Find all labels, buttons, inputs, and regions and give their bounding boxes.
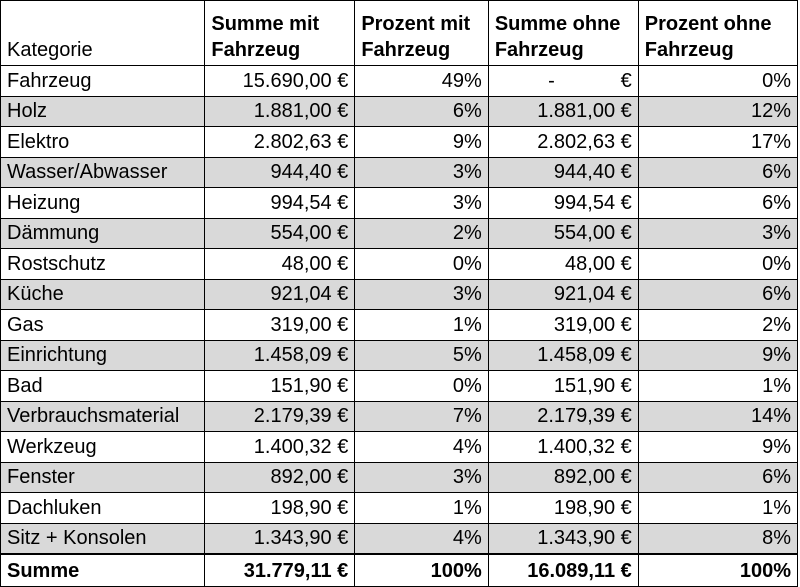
cell-prozent-mit: 3%: [355, 462, 489, 493]
cell-prozent-ohne: 14%: [638, 401, 797, 432]
cell-prozent-ohne: 6%: [638, 279, 797, 310]
table-row: [1, 493, 798, 524]
header-summe-ohne-fahrzeug: [488, 1, 638, 66]
cell-prozent-ohne: 8%: [638, 523, 797, 554]
table-row: [1, 96, 798, 127]
cell-prozent-ohne: 6%: [638, 157, 797, 188]
cell-summe-mit: 319,00 €: [205, 310, 355, 341]
cell-summe-ohne: 892,00 €: [488, 462, 638, 493]
table-row: [1, 66, 798, 97]
header-prozent-mit-fahrzeug-text: Prozent mit Fahrzeug: [361, 13, 471, 61]
cell-summe-ohne-dash: -: [548, 69, 555, 92]
cell-kategorie: Einrichtung: [1, 340, 205, 371]
cell-summe-mit: 1.400,32 €: [205, 432, 355, 463]
cell-prozent-ohne: 1%: [638, 493, 797, 524]
cell-summe-mit: 994,54 €: [205, 188, 355, 219]
cell-summe-ohne: 1.400,32 €: [488, 432, 638, 463]
cell-kategorie: Dämmung: [1, 218, 205, 249]
table-row: [1, 218, 798, 249]
cell-summe-mit: 921,04 €: [205, 279, 355, 310]
cell-prozent-mit: 0%: [355, 249, 489, 280]
cell-kategorie: Bad: [1, 371, 205, 402]
table-body: [1, 66, 798, 555]
cell-summe-ohne: 554,00 €: [488, 218, 638, 249]
header-prozent-mit-fahrzeug: [355, 1, 489, 66]
total-summe-ohne: 16.089,11 €: [488, 554, 638, 587]
table-row: [1, 432, 798, 463]
cell-prozent-mit: 0%: [355, 371, 489, 402]
cell-kategorie: Küche: [1, 279, 205, 310]
table-row: [1, 127, 798, 158]
total-prozent-mit: 100%: [355, 554, 489, 587]
cell-prozent-ohne: 17%: [638, 127, 797, 158]
cell-summe-ohne: 944,40 €: [488, 157, 638, 188]
cell-prozent-mit: 4%: [355, 523, 489, 554]
cell-kategorie: Holz: [1, 96, 205, 127]
cell-summe-ohne: 921,04 €: [488, 279, 638, 310]
cell-summe-mit: 2.179,39 €: [205, 401, 355, 432]
cell-prozent-mit: 7%: [355, 401, 489, 432]
table-row: [1, 340, 798, 371]
header-row: [1, 1, 798, 66]
cell-prozent-ohne: 2%: [638, 310, 797, 341]
cell-prozent-ohne: 9%: [638, 340, 797, 371]
cell-kategorie: Gas: [1, 310, 205, 341]
table-row: [1, 188, 798, 219]
cell-kategorie: Rostschutz: [1, 249, 205, 280]
cell-kategorie: Werkzeug: [1, 432, 205, 463]
total-row: [1, 554, 798, 587]
cell-kategorie: Elektro: [1, 127, 205, 158]
cell-summe-mit: 15.690,00 €: [205, 66, 355, 97]
cell-kategorie: Fenster: [1, 462, 205, 493]
header-summe-mit-fahrzeug: [205, 1, 355, 66]
cell-summe-ohne: 1.881,00 €: [488, 96, 638, 127]
cell-summe-ohne: [488, 66, 638, 97]
table-row: [1, 157, 798, 188]
cell-summe-mit: 198,90 €: [205, 493, 355, 524]
cell-summe-ohne: 1.458,09 €: [488, 340, 638, 371]
cell-summe-mit: 1.881,00 €: [205, 96, 355, 127]
cell-summe-ohne: 2.179,39 €: [488, 401, 638, 432]
table-row: [1, 401, 798, 432]
table-row: [1, 371, 798, 402]
cell-prozent-mit: 1%: [355, 493, 489, 524]
cell-kategorie: Heizung: [1, 188, 205, 219]
cell-summe-ohne: 2.802,63 €: [488, 127, 638, 158]
total-kategorie: Summe: [1, 554, 205, 587]
cell-prozent-mit: 3%: [355, 157, 489, 188]
cell-kategorie: Wasser/Abwasser: [1, 157, 205, 188]
table-row: [1, 279, 798, 310]
table-row: [1, 462, 798, 493]
total-summe-mit: 31.779,11 €: [205, 554, 355, 587]
cell-kategorie: Dachluken: [1, 493, 205, 524]
cell-summe-ohne: 151,90 €: [488, 371, 638, 402]
cell-summe-mit: 48,00 €: [205, 249, 355, 280]
cell-prozent-mit: 5%: [355, 340, 489, 371]
cell-kategorie: Verbrauchsmaterial: [1, 401, 205, 432]
table-row: [1, 310, 798, 341]
cell-summe-mit: 892,00 €: [205, 462, 355, 493]
total-prozent-ohne: 100%: [638, 554, 797, 587]
cell-kategorie: Fahrzeug: [1, 66, 205, 97]
cell-prozent-ohne: 0%: [638, 66, 797, 97]
table-row: [1, 249, 798, 280]
cell-prozent-ohne: 6%: [638, 188, 797, 219]
table-row: [1, 523, 798, 554]
cell-prozent-ohne: 1%: [638, 371, 797, 402]
header-summe-mit-fahrzeug-text: Summe mit Fahrzeug: [211, 13, 320, 61]
cell-prozent-mit: 6%: [355, 96, 489, 127]
cell-prozent-mit: 3%: [355, 188, 489, 219]
cell-summe-mit: 151,90 €: [205, 371, 355, 402]
cell-summe-mit: 1.343,90 €: [205, 523, 355, 554]
header-summe-ohne-fahrzeug-text: Summe ohne Fahrzeug: [494, 13, 621, 61]
cell-prozent-mit: 3%: [355, 279, 489, 310]
cell-summe-mit: 1.458,09 €: [205, 340, 355, 371]
cell-summe-ohne-currency: €: [620, 69, 632, 92]
cell-prozent-mit: 9%: [355, 127, 489, 158]
cell-summe-mit: 944,40 €: [205, 157, 355, 188]
cell-prozent-ohne: 6%: [638, 462, 797, 493]
cell-summe-ohne: 198,90 €: [488, 493, 638, 524]
header-kategorie: Kategorie: [1, 1, 205, 66]
cell-prozent-ohne: 9%: [638, 432, 797, 463]
cell-prozent-mit: 49%: [355, 66, 489, 97]
cell-prozent-mit: 1%: [355, 310, 489, 341]
cell-prozent-ohne: 3%: [638, 218, 797, 249]
header-prozent-ohne-fahrzeug: [638, 1, 797, 66]
cell-prozent-mit: 2%: [355, 218, 489, 249]
cell-summe-ohne: 319,00 €: [488, 310, 638, 341]
cell-summe-ohne: 994,54 €: [488, 188, 638, 219]
cell-summe-mit: 2.802,63 €: [205, 127, 355, 158]
header-prozent-ohne-fahrzeug-text: Prozent ohne Fahrzeug: [644, 13, 772, 61]
cell-prozent-mit: 4%: [355, 432, 489, 463]
cell-prozent-ohne: 0%: [638, 249, 797, 280]
cell-kategorie: Sitz + Konsolen: [1, 523, 205, 554]
cell-prozent-ohne: 12%: [638, 96, 797, 127]
cell-summe-ohne: 48,00 €: [488, 249, 638, 280]
cell-summe-ohne: 1.343,90 €: [488, 523, 638, 554]
cell-summe-mit: 554,00 €: [205, 218, 355, 249]
